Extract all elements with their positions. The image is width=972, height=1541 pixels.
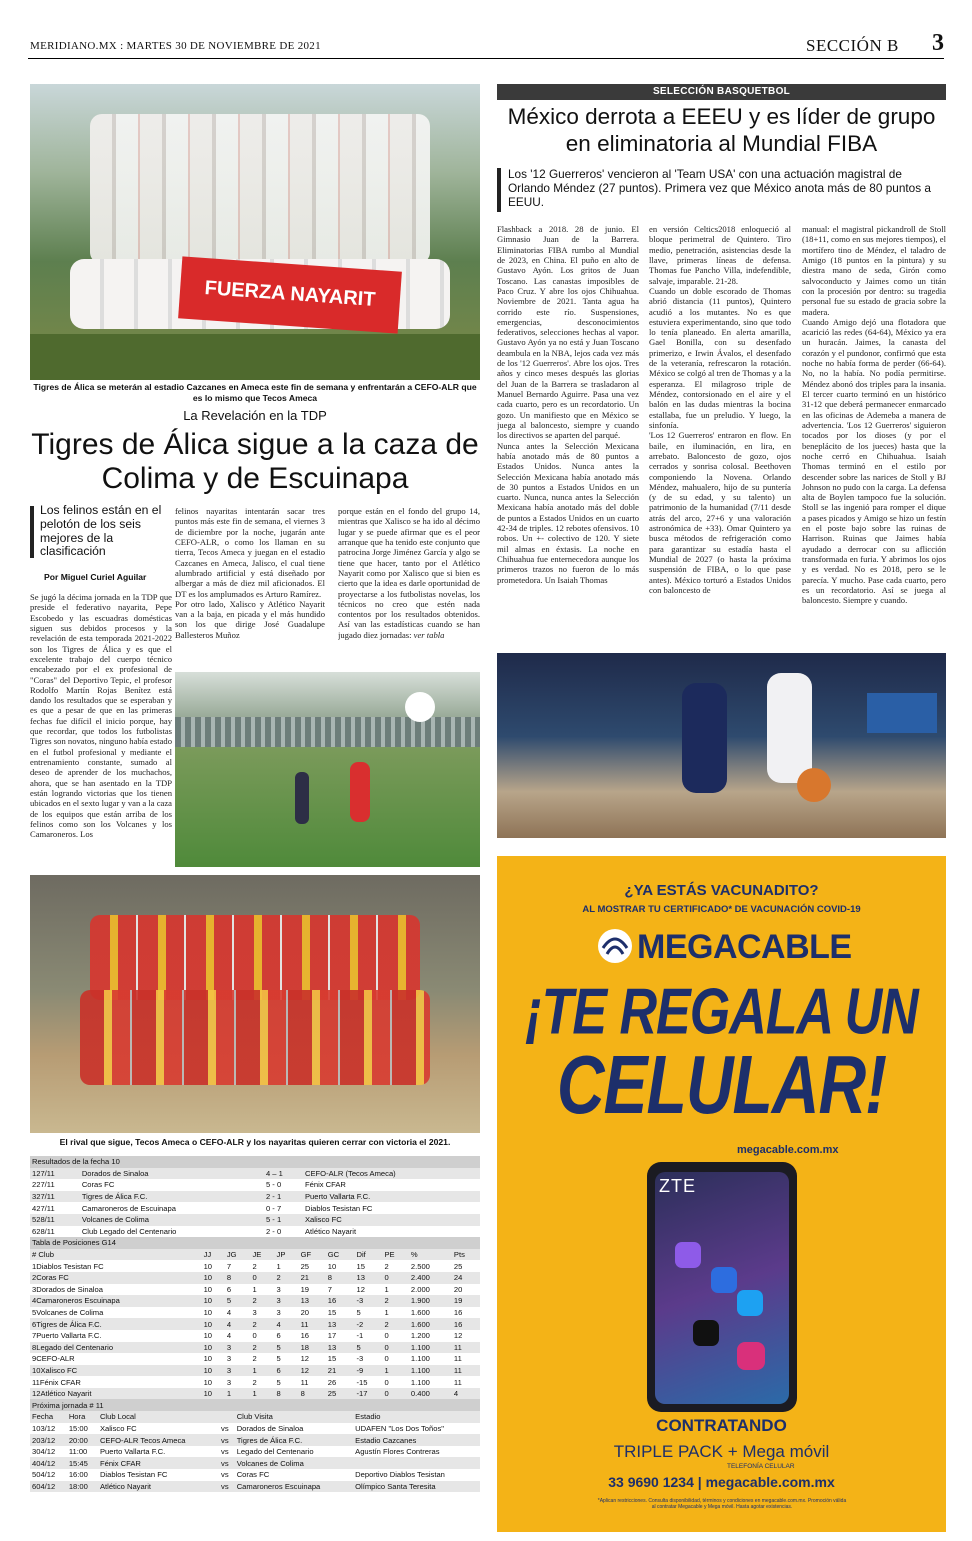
- table-cell: 12: [453, 1331, 463, 1341]
- table-cell: 10Xalisco FC: [30, 1365, 202, 1377]
- table-cell: 0: [382, 1272, 408, 1284]
- table-cell: Xalisco FC: [303, 1214, 480, 1226]
- table-cell: 11:00: [68, 1447, 88, 1457]
- table-row: [30, 1481, 480, 1493]
- table-cell: 20: [453, 1284, 463, 1294]
- basquet-column-1: Flashback a 2018. 28 de junio. El Gimnasio Juan de la Barrera. Eliminatorias FIBA rumbo al Mundial de 2023, en China. El puño en alto de Gustavo Ayón. Los gritos de Juan Toscano. Las canastas imposibles de Paco Cruz. Y abre los ojos Chihuahua. Noviembre de 2021. Tanta agua ha corrido este río. Suspensiones, emergencias, desconocimientos federativos, selecciones hechas al vapor. Gustavo Ayón ya no está y Juan Toscano deambula en la NBA, lejos cada vez más de los '12 Guerreros'. Abre los ojos. Tres años y cinco meses después las glorias del Juan de la Barrera se trasladaron al Manuel Bernardo Aguirre. Pasa una vez cada cuarto, pero es un recordatorio. Un gozo. Un manifiesto que en México se juega al baloncesto, siempre y cuando los directivos se aparten del parqué. Nunca antes la Selección Mexicana había anotado más de 80 puntos a Estados Unidos. Nunca antes la Selección Mexicana había anotado más de 30 puntos a Estados Unidos en un cuarto. Nunca, nunca antes la Selección Mexicana había anotado más del doble de puntos a Estados Unidos en un cuarto 42-34 de triples. 12 rebotes ofensivos. 10 robos. Un +- colectivo de 120. Y siete mil almas en éxtasis. La noche en Chihuahua fue enternecedora aunque los primeros trazos no fueron de lo más prometedora. Un Isaiah Thomas: [497, 224, 639, 585]
- table-cell: Fénix CFAR: [98, 1457, 219, 1469]
- table-cell: 11: [299, 1318, 326, 1330]
- table-cell: 327/11: [30, 1191, 80, 1203]
- table-cell: 2: [382, 1318, 408, 1330]
- table-row: [30, 1214, 480, 1226]
- table-cell: 528/11: [30, 1214, 80, 1226]
- table-cell: 7: [226, 1261, 232, 1271]
- column-header: JP: [275, 1249, 299, 1261]
- table-cell: 127/11: [30, 1168, 80, 1180]
- column-header: PE: [382, 1249, 408, 1261]
- tigres-column-3: [338, 506, 480, 666]
- table-cell: Deportivo Diablos Tesistan: [355, 1470, 445, 1480]
- table-cell: 6: [226, 1284, 232, 1294]
- column-header: GF: [299, 1249, 326, 1261]
- table-cell: 1: [382, 1365, 408, 1377]
- tigres-column-3-ref: ver tabla: [413, 629, 445, 640]
- table-cell: 10: [327, 1261, 337, 1271]
- table-cell: 11: [452, 1342, 480, 1354]
- table-cell: Diablos Tesistan FC: [304, 1203, 373, 1213]
- table-row: [30, 1318, 480, 1330]
- results-title: Resultados de la fecha 10: [30, 1156, 480, 1168]
- table-cell: 20:00: [67, 1434, 98, 1446]
- table-cell: 2: [252, 1354, 257, 1364]
- table-cell: 2 - 1: [264, 1191, 303, 1203]
- table-cell: vs: [221, 1470, 229, 1480]
- table-cell: 15: [327, 1354, 337, 1364]
- table-cell: Tigres de Álica F.C.: [80, 1191, 264, 1203]
- table-cell: 10: [202, 1295, 225, 1307]
- table-cell: Coras FC: [81, 1180, 115, 1190]
- megacable-ad[interactable]: [497, 856, 946, 1532]
- headline-basquetbol: México derrota a EEEU y es líder de grupo en eliminatoria al Mundial FIBA: [507, 104, 936, 157]
- table-cell: 2 - 0: [265, 1226, 282, 1236]
- table-cell: Atlético Nayarit: [98, 1481, 219, 1493]
- ad-question: ¿YA ESTÁS VACUNADITO?: [624, 882, 819, 899]
- table-cell: Fénix CFAR: [304, 1180, 346, 1190]
- table-cell: 16: [326, 1295, 355, 1307]
- table-cell: 0: [252, 1331, 257, 1341]
- table-cell: 5: [354, 1342, 382, 1354]
- table-cell: 12: [300, 1354, 310, 1364]
- table-cell: UDAFEN "Los Dos Toños": [355, 1423, 444, 1433]
- column-header: Club Visita: [235, 1411, 353, 1423]
- column-header: Pts: [452, 1249, 480, 1261]
- table-cell: 19: [300, 1284, 310, 1294]
- table-cell: 21: [299, 1272, 326, 1284]
- ad-subtitle: AL MOSTRAR TU CERTIFICADO* DE VACUNACIÓN COVID-19: [582, 904, 861, 915]
- standings-table: [30, 1237, 480, 1399]
- table-cell: 0 - 7: [265, 1203, 282, 1213]
- column-header: Club Local: [98, 1411, 219, 1423]
- table-cell: 504/12: [32, 1470, 56, 1480]
- photo3-caption: El rival que sigue, Tecos Ameca o CEFO-ALR y los nayaritas quieren cerrar con victoria el 2021.: [59, 1137, 451, 1147]
- table-cell: 25: [453, 1261, 463, 1271]
- ad-headline-2: CELULAR!: [556, 1037, 887, 1131]
- table-cell: 3: [275, 1295, 299, 1307]
- table-cell: 103/12: [32, 1423, 56, 1433]
- table-cell: 10: [202, 1272, 225, 1284]
- table-cell: 25: [300, 1261, 310, 1271]
- table-cell: Puerto Vallarta F.C.: [303, 1191, 480, 1203]
- table-cell: 2.500: [410, 1261, 430, 1271]
- column-header: # Club: [30, 1249, 202, 1261]
- table-cell: -2: [354, 1318, 382, 1330]
- table-cell: 15:00: [68, 1423, 88, 1433]
- table-cell: 0: [382, 1342, 408, 1354]
- table-cell: 10: [203, 1261, 213, 1271]
- table-cell: 3: [276, 1308, 281, 1318]
- column-header: Fecha: [30, 1411, 67, 1423]
- table-cell: 24: [452, 1272, 480, 1284]
- table-cell: 0: [382, 1388, 408, 1400]
- table-cell: 5: [276, 1354, 281, 1364]
- table-cell: Tigres de Álica F.C.: [235, 1434, 353, 1446]
- table-cell: 16: [300, 1331, 310, 1341]
- table-cell: 1.100: [409, 1342, 452, 1354]
- tigres-column-2: felinos nayaritas intentarán sacar tres puntos más este fin de semana, el viernes 3 de diciembre por la noche, jugarán ante CEFO-ALR, o como los llaman en su tierra, Tecos Ameca y juegan en el estadio Cazcanes en Ameca, Jalisco, el cual tiene alumbrado artificial y está diseñado por albergar a más de diez mil aficionados. El DT es los amplumados es Arturo Ramírez. Por otro lado, Xalisco y Atlético Nayarit van a la baja, en picada y el más hundido son los que dirige José Guadalupe Ballesteros Muñoz: [175, 506, 325, 640]
- deck-basquetbol: Los '12 Guerreros' vencieron al 'Team USA' con una actuación magistral de Orlando Méndez (27 puntos). Primera vez que México anota más de 80 puntos a EEUU.: [508, 167, 931, 209]
- column-header: GC: [326, 1249, 355, 1261]
- table-cell: -3: [356, 1354, 364, 1364]
- table-cell: 2: [252, 1261, 257, 1271]
- table-cell: 2Coras FC: [30, 1272, 202, 1284]
- table-row: [30, 1168, 480, 1180]
- table-cell: 9CEFO-ALR: [32, 1354, 75, 1364]
- column-header: Estadio: [353, 1411, 480, 1423]
- table-cell: 10: [203, 1377, 213, 1387]
- table-cell: 4: [225, 1318, 251, 1330]
- column-header: Dif: [354, 1249, 382, 1261]
- table-cell: 5 - 1: [264, 1214, 303, 1226]
- table-header-row: [30, 1411, 480, 1423]
- table-cell: Coras FC: [236, 1470, 270, 1480]
- header-rule: [28, 58, 944, 59]
- table-cell: 3: [226, 1354, 232, 1364]
- table-cell: 21: [326, 1365, 355, 1377]
- table-cell: 6: [276, 1331, 281, 1341]
- table-header-row: [30, 1249, 480, 1261]
- table-cell: 16: [452, 1318, 480, 1330]
- tigres-column-1: Se jugó la décima jornada en la TDP que preside el federativo nayarita, Pepe Escobedo y las escuadras domésticas siguen sus debidos procesos y la revelación de esta temporada 2021-2022 son los Tigres de Álica y es que el excelente trabajo del cuerpo técnico encabezado por el ex profesional de "Coras" del Deportivo Tepic, el profesor Rodolfo Martín Rojas Benítez está dando los resultados que se esperaban y es que a pesar de que en las primeras fechas fue difícil el inicio porque, hay que recordar, que todos los futbolistas Tigres son novatos, ninguno había estado en el futbol profesional y mediante el entrenamiento constante, sumado al deseo de aprender de los muchachos, ahora, que se han asentado en la TDP están logrando victorias que los tienen ubicados en el sexto lugar y van a la caza de los equipos que están arriba de los felinos como son los Volcanes y los Camaroneros. Los: [30, 592, 172, 840]
- table-row: [30, 1191, 480, 1203]
- table-cell: 2: [382, 1295, 408, 1307]
- table-cell: 604/12: [30, 1481, 67, 1493]
- table-cell: 2: [252, 1377, 257, 1387]
- megacable-logo-icon: [597, 928, 633, 964]
- ad-brand: MEGACABLE: [637, 928, 852, 966]
- ad-contratando: CONTRATANDO: [656, 1416, 787, 1435]
- table-cell: 1.100: [409, 1365, 452, 1377]
- ad-legal: *Aplican restricciones. Consulta disponibilidad, términos y condiciones en megacable.com.mx. Promoción válida al contratar Megacable y Mega móvil. Hasta agotar existencias.: [597, 1498, 847, 1510]
- table-cell: 10: [203, 1331, 213, 1341]
- column-header: %: [409, 1249, 452, 1261]
- deck-tigres: Los felinos están en el pelotón de los seis mejores de la clasificación: [40, 503, 162, 559]
- table-cell: 2.400: [409, 1272, 452, 1284]
- table-row: [30, 1434, 480, 1446]
- table-cell: 2: [275, 1272, 299, 1284]
- table-cell: [353, 1457, 480, 1469]
- table-row: [30, 1202, 480, 1214]
- table-cell: 18: [299, 1342, 326, 1354]
- banner-fuerza-nayarit: FUERZA NAYARIT: [178, 256, 402, 333]
- table-cell: Dorados de Sinaloa: [236, 1423, 304, 1433]
- section-label: SECCIÓN B: [806, 36, 899, 55]
- table-row: [30, 1353, 480, 1365]
- table-cell: vs: [221, 1447, 229, 1457]
- table-cell: 13: [326, 1318, 355, 1330]
- table-cell: Olímpico Santa Teresita: [353, 1481, 480, 1493]
- table-cell: 3Dorados de Sinaloa: [32, 1284, 103, 1294]
- table-cell: Diablos Tesistan FC: [99, 1470, 168, 1480]
- table-cell: 4: [226, 1331, 232, 1341]
- ad-telefonia: TELEFONÍA CELULAR: [727, 1463, 795, 1470]
- results-table: [30, 1156, 480, 1237]
- table-cell: CEFO-ALR Tecos Ameca: [98, 1434, 219, 1446]
- table-cell: 4Camaroneros Escuinapa: [30, 1295, 202, 1307]
- table-cell: 25: [326, 1388, 355, 1400]
- table-cell: vs: [221, 1423, 229, 1433]
- table-row: [30, 1260, 480, 1272]
- twitter-icon: [737, 1290, 763, 1316]
- table-cell: 11: [453, 1354, 462, 1364]
- table-cell: -9: [354, 1365, 382, 1377]
- instagram-icon: [737, 1342, 765, 1370]
- table-cell: 13: [299, 1295, 326, 1307]
- table-cell: 5 - 0: [265, 1180, 282, 1190]
- table-cell: 10: [202, 1342, 225, 1354]
- table-cell: 19: [452, 1295, 480, 1307]
- table-cell: -1: [356, 1331, 364, 1341]
- column-header: Hora: [67, 1411, 98, 1423]
- table-cell: 427/11: [32, 1203, 55, 1213]
- table-cell: Club Legado del Centenario: [81, 1226, 177, 1236]
- table-cell: 2: [250, 1342, 274, 1354]
- table-cell: 0: [384, 1377, 389, 1387]
- table-cell: 26: [327, 1377, 337, 1387]
- results-block: [30, 1156, 480, 1492]
- ad-contact[interactable]: 33 9690 1234 | megacable.com.mx: [608, 1474, 835, 1490]
- table-cell: 17: [327, 1331, 337, 1341]
- tigres-column-3-text: porque están en el fondo del grupo 14, mientras que Xalisco se ha ido al décimo lugar y se puede afirmar que es el peor arranque que ha tenido este conjunto que patrocina Jorge Jiménez García y algo se tiene que hacer, tanto por el Atlético Nayarit como por Xalisco que si bien es cierto que la idea es darle oportunidad de proyectarse a los futbolistas novelas, los técnicos no creo que estén nada contentos por los resultados obtenidos. Así van las estadísticas cuando se han jugado diez jornadas:: [338, 506, 480, 640]
- table-cell: 10: [203, 1354, 213, 1364]
- table-cell: 10: [202, 1365, 225, 1377]
- basketball-photo: [497, 653, 946, 838]
- table-cell: 1: [384, 1308, 389, 1318]
- table-cell: 1: [250, 1388, 274, 1400]
- table-cell: 3: [252, 1308, 257, 1318]
- table-cell: Estadio Cazcanes: [353, 1434, 480, 1446]
- table-cell: 10: [202, 1388, 225, 1400]
- table-cell: 8: [326, 1272, 355, 1284]
- table-cell: 8: [225, 1272, 251, 1284]
- table-cell: -3: [354, 1295, 382, 1307]
- page-number: 3: [932, 30, 944, 56]
- table-cell: Camaroneros Escuinapa: [235, 1481, 353, 1493]
- table-cell: 3: [276, 1284, 281, 1294]
- column-header: JE: [250, 1249, 274, 1261]
- table-row: [30, 1226, 480, 1238]
- table-cell: 5: [275, 1342, 299, 1354]
- table-cell: 304/12: [32, 1447, 56, 1457]
- table-cell: 1.100: [410, 1377, 430, 1387]
- table-cell: 1: [250, 1365, 274, 1377]
- table-cell: 404/12: [30, 1457, 67, 1469]
- table-cell: 16: [453, 1308, 463, 1318]
- table-cell: 6: [275, 1365, 299, 1377]
- table-cell: Camaroneros de Escuinapa: [81, 1203, 176, 1213]
- table-cell: 1.900: [409, 1295, 452, 1307]
- table-cell: 16:00: [68, 1470, 88, 1480]
- table-row: [30, 1457, 480, 1469]
- table-cell: 4: [452, 1388, 480, 1400]
- table-cell: Puerto Vallarta F.C.: [99, 1447, 166, 1457]
- ad-url-top[interactable]: megacable.com.mx: [737, 1144, 839, 1156]
- table-cell: vs: [219, 1481, 235, 1493]
- standings-title: Tabla de Posiciones G14: [30, 1237, 480, 1249]
- table-row: [30, 1284, 480, 1296]
- table-cell: 1.100: [410, 1354, 430, 1364]
- ad-headline-1: ¡TE REGALA UN: [525, 975, 918, 1049]
- table-cell: 2.000: [410, 1284, 430, 1294]
- table-cell: CEFO-ALR (Tecos Ameca): [303, 1168, 480, 1180]
- table-cell: 12: [356, 1284, 365, 1294]
- table-cell: Atlético Nayarit: [304, 1226, 357, 1236]
- deck-bar-2: [497, 168, 501, 212]
- column-header: [219, 1411, 235, 1423]
- table-row: [30, 1376, 480, 1388]
- table-cell: 11: [300, 1377, 309, 1387]
- table-cell: 7: [327, 1284, 332, 1294]
- table-row: [30, 1446, 480, 1458]
- section-tag: SELECCIÓN BASQUETBOL: [497, 84, 946, 100]
- basquet-column-3: manual: el magistral pickandroll de Stoll (18+11, como en sus mejores tiempos), el mortífero tino de Méndez, el taladro de Amigo (18 puntos en la pintura) y su diestra mano de seda, Girón como salvoconducto y Jaimes como un titán con la procesión por dentro: su tragedia personal fue su estado de gracia sobre la madera. Cuando Amigo dejó una flotadora que acarició las redes (64-64), México ya era un huracán. Jaimes, la canasta del corazón y el pundonor, confirmó que esta noche no había forma de perder (66-64). No, no la había. No podía permitirse. Méndez abonó dos triples para la insania. El tercer cuarto terminó en un histórico 31-12 que deberá permanecer enmarcado en las oficinas de Ademeba a manera de advertencia. 'Los 12 Guerreros' siguieron tocados por los dioses (y por el beneplácito de los jueces) hasta que la noche cerró en Chihuahua. Isaiah Thomas terminó en el estilo por descender sobre las narices de Stoll y BJ Johnson no pudo con la carga. La defensa alta de Boylen tampoco fue la solución. Stoll se las ingenió para romper el dique a pases picados y Amigo se hizo un festín en el poste bajo sobre las ruinas de Harrison. Ruinas que Jaimes había ayudado a derrocar con su aflicción transformada en furia. Y abrimos los ojos y es verdad. No es 2018, pero se le parecía. Y mucho. Pase cada cuarto, pero es un recordatorio. Así se juega al baloncesto. Siempre y cuando.: [802, 224, 946, 606]
- table-cell: 1: [225, 1388, 251, 1400]
- team-photo-tecos-ameca: [30, 875, 480, 1133]
- facebook-icon: [711, 1267, 737, 1293]
- photo1-caption: Tigres de Álica se meterán al estadio Cazcanes en Ameca este fin de semana y enfrentarán a CEFO-ALR que es lo mismo que Tecos Ameca: [33, 382, 477, 403]
- next-round-title: Próxima jornada # 11: [30, 1399, 480, 1411]
- table-cell: 7Puerto Vallarta F.C.: [32, 1331, 102, 1341]
- table-cell: 227/11: [32, 1180, 55, 1190]
- deck-bar: [30, 506, 34, 558]
- table-row: [30, 1423, 480, 1435]
- table-cell: Agustín Flores Contreras: [355, 1447, 440, 1457]
- table-cell: 4: [226, 1308, 232, 1318]
- table-cell: 10: [203, 1308, 213, 1318]
- table-cell: -17: [354, 1388, 382, 1400]
- table-cell: 11Fénix CFAR: [32, 1377, 81, 1387]
- table-cell: 11: [452, 1365, 480, 1377]
- table-cell: 8: [275, 1388, 299, 1400]
- table-cell: 10: [202, 1318, 225, 1330]
- table-cell: Volcanes de Colima: [80, 1214, 264, 1226]
- table-cell: 4: [275, 1318, 299, 1330]
- table-cell: -15: [356, 1377, 368, 1387]
- phone-image: [647, 1162, 797, 1412]
- byline: Por Miguel Curiel Aguilar: [44, 572, 147, 582]
- table-cell: 18:00: [67, 1481, 98, 1493]
- table-cell: 5Volcanes de Colima: [32, 1308, 104, 1318]
- column-header: JJ: [202, 1249, 225, 1261]
- team-photo-tigres: [30, 84, 480, 380]
- ad-pack: TRIPLE PACK + Mega móvil: [613, 1442, 830, 1461]
- table-cell: 5: [225, 1295, 251, 1307]
- table-cell: 15: [327, 1308, 337, 1318]
- table-cell: Dorados de Sinaloa: [80, 1168, 264, 1180]
- table-cell: 3: [225, 1342, 251, 1354]
- basquet-column-2: en versión Celtics2018 enloqueció al bloque perimetral de Quintero. Tiro medio, penetración, asistencias desde la llave, primeras líneas de defensa. Thomas fue Pancho Villa, indefendible, salvaje, imparable. 21-28. Cuando un doble escorado de Thomas abrió distancia (11 puntos), Quintero acudió a los mutantes. No es que estuviera experimentando, sino que todo lo tenía planeado. En alerta amarilla, Gael Bonilla, con su desenfado primerizo, e Irwin Ávalos, el desenfado de la veteranía, refrescaron la rotación. México se colgó al tren de Thomas y a la esperanza. El milagroso triple de Méndez, contorsionado en el aire y el balón en las dudas mientras la bocina estallaba, fue un preludio. Y luego, la sinfonía. 'Los 12 Guerreros' entraron en flow. En baile, en iluminación, en lira, en arrebato. Baloncesto de gozo, ojos cerrados y sonrisa colosal. Beethoven componiendo la Novena. Orlando Méndez, mahualero, hijo de su puntería (y de su edad, y su talento) un patrimonio de la humanidad (7/11 desde atrás del arco, 27+6 y una valoración astronómica de +33). Omar Quintero ya busca métodos de refrigeración como para garantizar su estadía hasta el Mundial de 2027 (o hasta la próxima suspensión de FIBA, o lo que pase antes). México torturó a Estados Unidos con baloncesto de: [649, 224, 791, 595]
- table-cell: 5: [276, 1377, 281, 1387]
- table-cell: 13: [354, 1272, 382, 1284]
- table-cell: 4 – 1: [264, 1168, 303, 1180]
- table-cell: 0: [250, 1272, 274, 1284]
- table-cell: 8: [299, 1388, 326, 1400]
- table-row: [30, 1307, 480, 1319]
- table-cell: 0: [384, 1331, 389, 1341]
- table-cell: vs: [219, 1434, 235, 1446]
- table-row: [30, 1469, 480, 1481]
- table-row: [30, 1330, 480, 1342]
- table-cell: 0.400: [409, 1388, 452, 1400]
- next-round-table: [30, 1399, 480, 1492]
- table-row: [30, 1272, 480, 1284]
- table-cell: 8Legado del Centenario: [30, 1342, 202, 1354]
- table-row: [30, 1295, 480, 1307]
- table-cell: 1: [384, 1284, 389, 1294]
- match-action-photo: [175, 672, 480, 867]
- table-cell: Legado del Centenario: [236, 1447, 314, 1457]
- table-cell: 0: [384, 1354, 389, 1364]
- table-cell: 1Diablos Tesistan FC: [32, 1261, 104, 1271]
- table-cell: 1: [276, 1261, 281, 1271]
- table-cell: vs: [219, 1457, 235, 1469]
- table-cell: 1.600: [409, 1318, 452, 1330]
- column-header: JG: [225, 1249, 251, 1261]
- messenger-icon: [675, 1242, 701, 1268]
- table-cell: 11: [453, 1377, 462, 1387]
- table-row: [30, 1388, 480, 1400]
- table-cell: Xalisco FC: [99, 1423, 137, 1433]
- table-cell: 2: [384, 1261, 389, 1271]
- table-cell: 10: [203, 1284, 213, 1294]
- table-row: [30, 1179, 480, 1191]
- table-cell: 3: [225, 1365, 251, 1377]
- headline-tigres: Tigres de Álica sigue a la caza de Colima y de Escuinapa: [31, 428, 479, 495]
- table-cell: 13: [326, 1342, 355, 1354]
- table-cell: 628/11: [32, 1226, 55, 1236]
- table-cell: 12Atlético Nayarit: [30, 1388, 202, 1400]
- table-cell: 1: [252, 1284, 257, 1294]
- table-cell: 15: [356, 1261, 365, 1271]
- phone-brand: ZTE: [659, 1176, 696, 1196]
- table-cell: 12: [299, 1365, 326, 1377]
- table-cell: 1.600: [410, 1308, 430, 1318]
- header-dateline: MERIDIANO.MX : MARTES 30 DE NOVIEMBRE DE 2021: [30, 40, 321, 52]
- table-cell: 2: [250, 1318, 274, 1330]
- kicker: La Revelación en la TDP: [183, 408, 327, 423]
- table-cell: 5: [356, 1308, 361, 1318]
- table-row: [30, 1365, 480, 1377]
- table-cell: 20: [300, 1308, 310, 1318]
- table-cell: 6Tigres de Álica F.C.: [30, 1318, 202, 1330]
- table-cell: 203/12: [30, 1434, 67, 1446]
- tiktok-icon: [693, 1320, 719, 1346]
- table-cell: Volcanes de Colima: [235, 1457, 353, 1469]
- table-cell: 3: [226, 1377, 232, 1387]
- table-cell: 15:45: [67, 1457, 98, 1469]
- table-row: [30, 1342, 480, 1354]
- table-cell: 1.200: [410, 1331, 430, 1341]
- table-cell: 2: [250, 1295, 274, 1307]
